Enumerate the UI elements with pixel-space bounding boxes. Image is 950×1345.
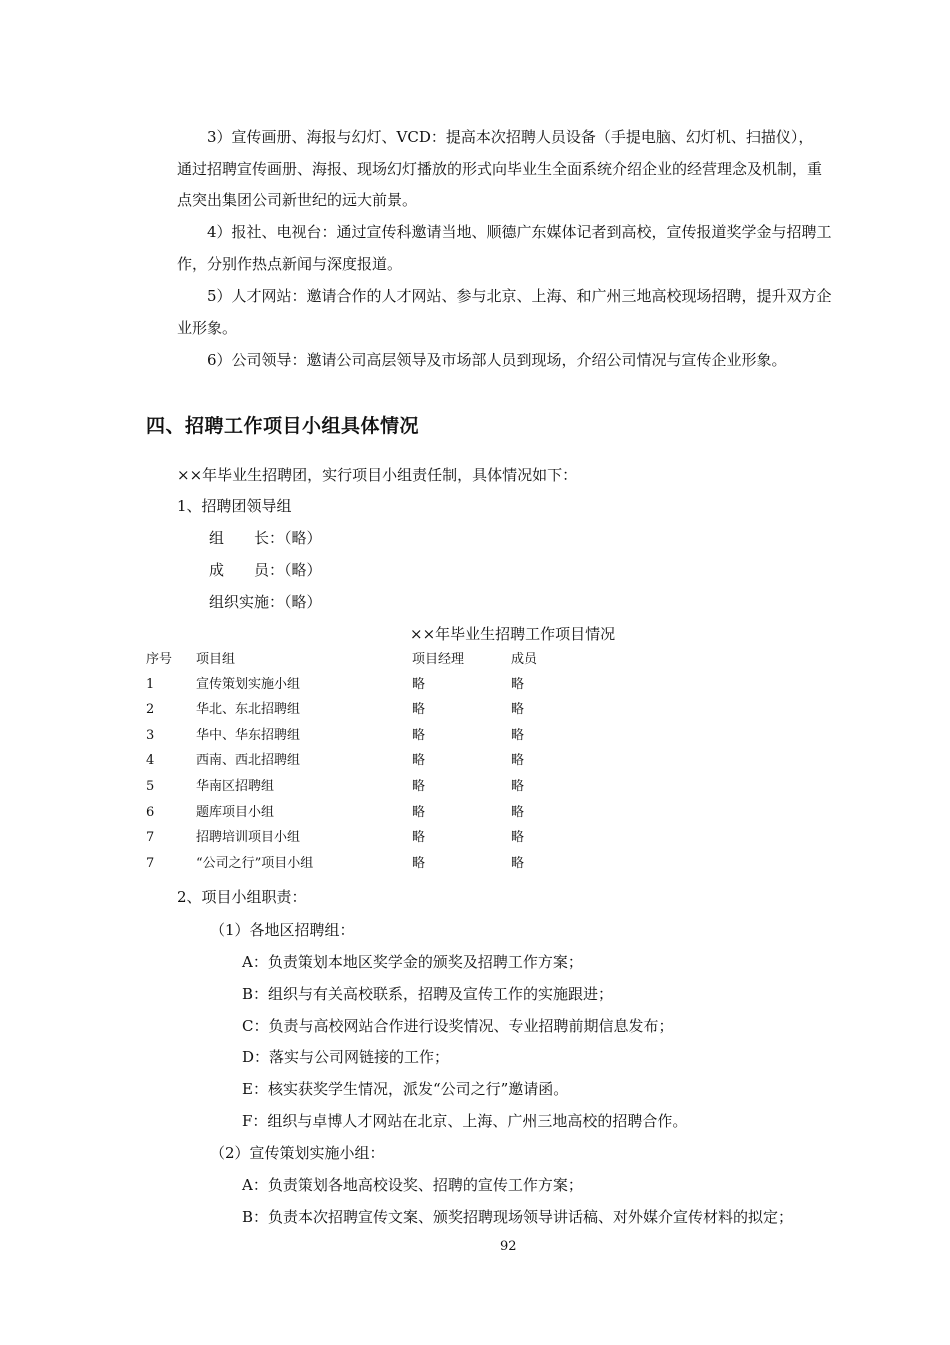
table-cell: 略 [511,677,525,692]
table-cell: 华中、华东招聘组 [196,728,301,743]
table-cell: 略 [412,830,426,845]
table-cell: 1 [146,677,155,692]
table-cell: 略 [511,856,525,871]
org-line: 组织实施：（略） [209,593,322,611]
table-cell: “公司之行”项目小组 [196,856,314,871]
table-cell: 7 [146,856,155,871]
leader-line: 组 长：（略） [209,529,322,547]
list-item: D：落实与公司网链接的工作； [242,1048,450,1066]
table-cell: 略 [412,677,426,692]
table-cell: 略 [412,702,426,717]
paragraph-line: 4）报社、电视台：通过宣传科邀请当地、顺德广东媒体记者到高校，宣传报道奖学金与招聘工 [207,223,832,241]
paragraph-line: 通过招聘宣传画册、海报、现场幻灯播放的形式向毕业生全面系统介绍企业的经营理念及机制，重 [177,160,823,178]
table-cell: 略 [511,830,525,845]
list-item: C：负责与高校网站合作进行设奖情况、专业招聘前期信息发布； [242,1017,674,1035]
paragraph-line: 作，分别作热点新闻与深度报道。 [177,255,403,273]
list-item: A：负责策划本地区奖学金的颁奖及招聘工作方案； [242,953,583,971]
paragraph-line: 5）人才网站：邀请合作的人才网站、参与北京、上海、和广州三地高校现场招聘，提升双方企 [207,287,832,305]
paragraph-line: 业形象。 [177,319,238,337]
table-cell: 略 [412,856,426,871]
table-cell: 5 [146,779,155,794]
table-title: ××年毕业生招聘工作项目情况 [410,625,616,643]
paragraph-line: 6）公司领导：邀请公司高层领导及市场部人员到现场，介绍公司情况与宣传企业形象。 [207,351,787,369]
table-header-cell: 项目组 [196,652,236,667]
section-heading: 四、招聘工作项目小组具体情况 [146,415,420,437]
table-cell: 招聘培训项目小组 [196,830,301,845]
intro-text: ××年毕业生招聘团，实行项目小组责任制，具体情况如下： [177,466,578,484]
table-cell: 略 [511,702,525,717]
table-cell: 3 [146,728,155,743]
group2-title: 2、项目小组职责： [177,888,307,906]
table-cell: 略 [412,753,426,768]
subsection-title: （2）宣传策划实施小组： [210,1144,385,1162]
group1-title: 1、招聘团领导组 [177,497,292,515]
table-header-cell: 成员 [511,652,538,667]
table-cell: 7 [146,830,155,845]
list-item: A：负责策划各地高校设奖、招聘的宣传工作方案； [242,1176,583,1194]
list-item: E：核实获奖学生情况，派发“公司之行”邀请函。 [242,1080,569,1098]
table-cell: 华南区招聘组 [196,779,275,794]
paragraph-line: 点突出集团公司新世纪的远大前景。 [177,191,418,209]
table-cell: 4 [146,753,155,768]
table-cell: 略 [412,805,426,820]
table-cell: 华北、东北招聘组 [196,702,301,717]
paragraph-line: 3）宣传画册、海报与幻灯、VCD：提高本次招聘人员设备（手提电脑、幻灯机、扫描仪）， [207,128,814,146]
table-cell: 2 [146,702,155,717]
table-cell: 略 [412,779,426,794]
table-cell: 略 [511,728,525,743]
table-cell: 略 [511,753,525,768]
member-line: 成 员：（略） [209,561,322,579]
table-header-cell: 序号 [146,652,173,667]
table-cell: 6 [146,805,155,820]
table-cell: 宣传策划实施小组 [196,677,301,692]
list-item: B：组织与有关高校联系，招聘及宣传工作的实施跟进； [242,985,614,1003]
page-number: 92 [500,1239,517,1254]
list-item: F：组织与卓博人才网站在北京、上海、广州三地高校的招聘合作。 [242,1112,688,1130]
table-cell: 题库项目小组 [196,805,275,820]
table-cell: 略 [412,728,426,743]
table-header-cell: 项目经理 [412,652,465,667]
subsection-title: （1）各地区招聘组： [210,921,355,939]
table-cell: 略 [511,779,525,794]
table-cell: 略 [511,805,525,820]
table-cell: 西南、西北招聘组 [196,753,301,768]
list-item: B：负责本次招聘宣传文案、颁奖招聘现场领导讲话稿、对外媒介宣传材料的拟定； [242,1208,794,1226]
